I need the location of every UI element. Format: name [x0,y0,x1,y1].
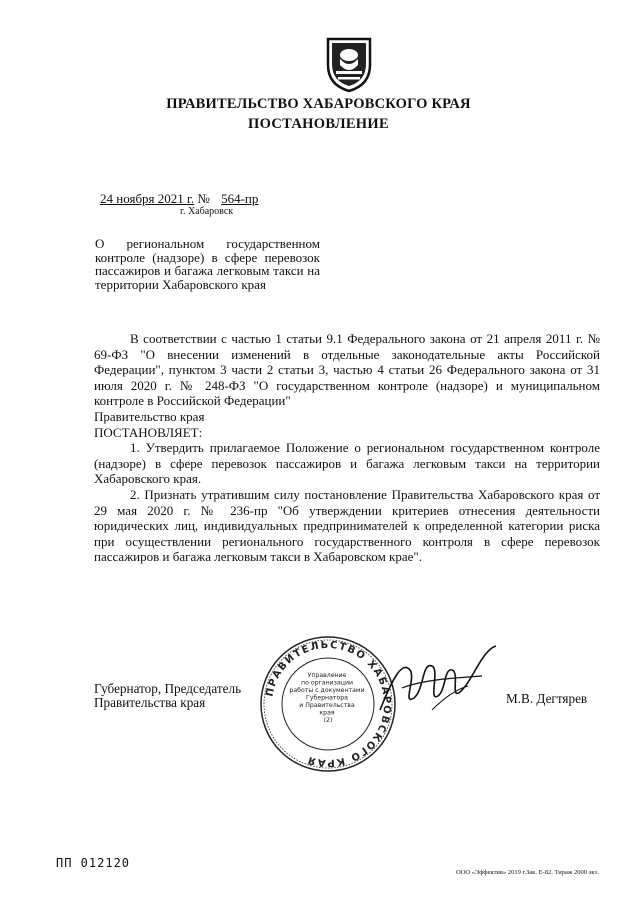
form-code: ПП 012120 [56,856,131,870]
date-line [100,191,311,207]
handwritten-signature [372,640,502,720]
coat-of-arms-icon [324,35,374,93]
number-sign: № [197,191,210,206]
preamble-paragraph: В соответствии с частью 1 статьи 9.1 Федерального закона от 21 апреля 2011 г. № 69-ФЗ "О внесении изменений в отдельные законодательные акты Российской Федерации", пунктом 3 части 2 статьи 3, частью 4 статьи 26 Федерального закона от 31 июля 2020 г. № 248-ФЗ "О государственном контроле (надзоре) и муниципальном контроле в Российской Федерации" [94,331,600,409]
signatory-title-line-2: Правительства края [94,695,206,710]
item-2: 2. Признать утратившим силу постановление Правительства Хабаровского края от 29 мая 2020 г. № 236-пр "Об утверждении критериев отнесения деятельности юридических лиц, индивидуальных предпринимателей к определенной категории риска при осуществлении регионального государственного контроля в сфере перевозок пассажиров и багажа легковым такси в Хабаровском крае". [94,486,600,565]
resolves-heading: ПОСТАНОВЛЯЕТ: [94,424,203,440]
signatory-name: М.В. Дегтярев [506,691,588,706]
document-date: 24 ноября 2021 г. [100,191,195,206]
document-number: 564-пр [221,191,259,206]
seal-line-3: работы с документами [289,687,365,694]
svg-text:Управление по организации [289,672,366,724]
document-type: ПОСТАНОВЛЕНИЕ [248,116,389,132]
seal-line-1: Управление [307,672,347,679]
document-subject: О региональном государственном контроле (надзоре) в сфере перевозок пассажиров и багажа легковым такси на территории Хабаровского края [95,236,320,292]
organization-title: ПРАВИТЕЛЬСТВО ХАБАРОВСКОГО КРАЯ [166,96,471,112]
subject-line: Правительство края [94,408,205,424]
seal-line-2: по организации [301,679,353,687]
document-body [94,331,600,565]
seal-line-6: края [319,709,335,717]
signatory-title [94,682,241,710]
seal-line-7: (2) [323,717,333,724]
seal-ring-text: ПРАВИТЕЛЬСТВО ХАБАРОВСКОГО КРАЯ [264,639,393,769]
seal-line-5: и Правительства [299,702,355,709]
document-city: г. Хабаровск [180,206,234,217]
printer-imprint: ООО «Эффектив» 2019 г.Зак. Е-82. Тираж 2000 экз. [456,869,599,876]
signatory-title-line-1: Губернатор, Председатель [94,681,242,696]
item-1: 1. Утвердить прилагаемое Положение о региональном государственном контроле (надзоре) в сфере перевозок пассажиров и багажа легковым такси на территории Хабаровского края. [94,440,600,487]
seal-line-4: Губернатора [306,694,348,702]
